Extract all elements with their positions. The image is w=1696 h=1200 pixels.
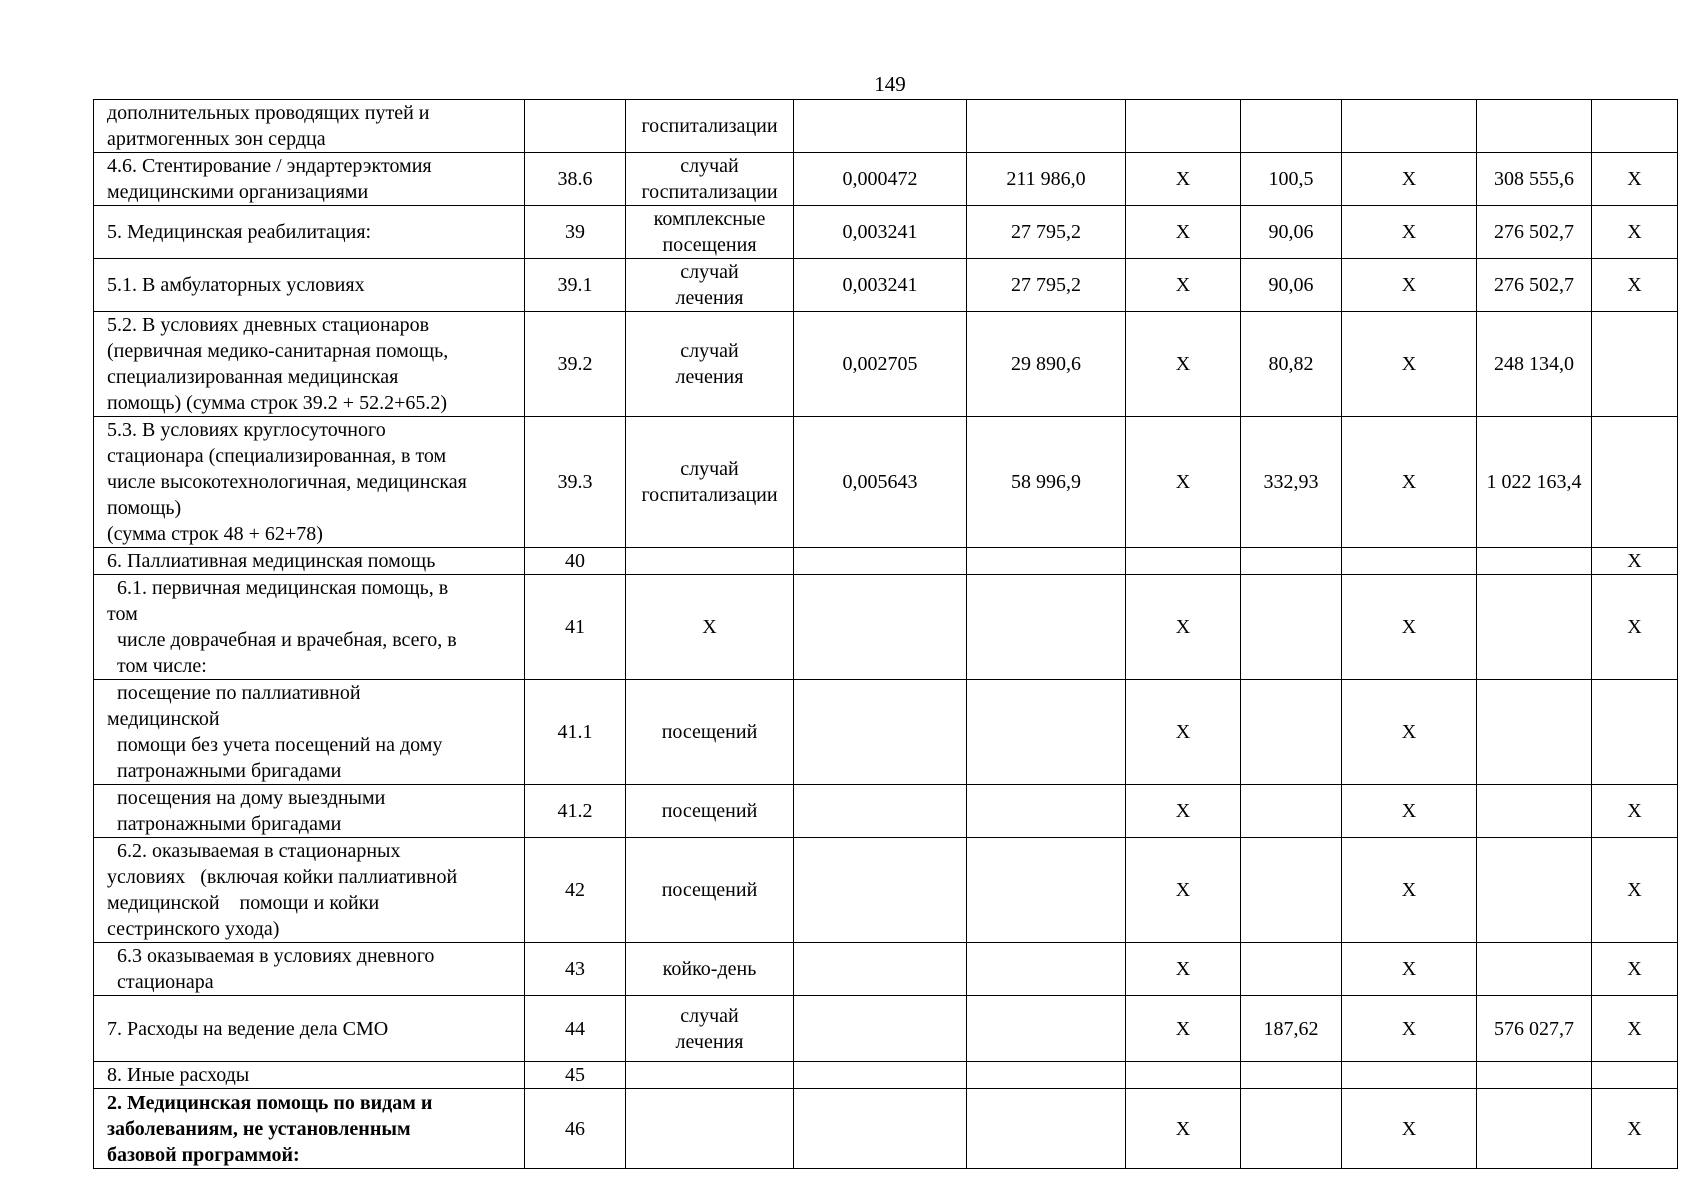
line-number-cell: 45	[525, 1062, 626, 1089]
table-row	[94, 680, 1678, 785]
line-number-cell: 41.1	[525, 680, 626, 785]
column-8-cell	[1342, 100, 1477, 153]
total-cost-cell	[1477, 575, 1592, 680]
total-cost-cell	[1477, 548, 1592, 575]
row-name-cell: 7. Расходы на ведение дела СМО	[94, 996, 525, 1062]
unit-cell	[626, 548, 794, 575]
table-row	[94, 1089, 1678, 1169]
cost-norm-cell	[967, 575, 1126, 680]
column-6-cell: X	[1126, 575, 1241, 680]
volume-norm-cell	[794, 1089, 967, 1169]
total-cost-cell: 248 134,0	[1477, 312, 1592, 417]
line-number-cell: 43	[525, 943, 626, 996]
per-capita-cell	[1241, 1062, 1342, 1089]
total-cost-cell: 276 502,7	[1477, 206, 1592, 259]
column-8-cell	[1342, 1062, 1477, 1089]
cost-norm-cell	[967, 680, 1126, 785]
column-10-cell: X	[1592, 206, 1678, 259]
total-cost-cell: 1 022 163,4	[1477, 417, 1592, 548]
row-name-cell: 5.1. В амбулаторных условиях	[94, 259, 525, 312]
total-cost-cell	[1477, 1089, 1592, 1169]
volume-norm-cell	[794, 838, 967, 943]
unit-cell: случай госпитализации	[626, 153, 794, 206]
column-8-cell: X	[1342, 259, 1477, 312]
column-8-cell: X	[1342, 417, 1477, 548]
row-name-cell: 5.3. В условиях круглосуточного стационара (специализированная, в том числе высокотехнологичная, медицинская помощь) (сумма строк 48 + 62+78)	[94, 417, 525, 548]
per-capita-cell: 90,06	[1241, 259, 1342, 312]
unit-cell: случай лечения	[626, 312, 794, 417]
line-number-cell: 39.1	[525, 259, 626, 312]
column-8-cell: X	[1342, 680, 1477, 785]
financial-norms-table	[93, 99, 1678, 1169]
per-capita-cell	[1241, 575, 1342, 680]
row-name-cell: 4.6. Стентирование / эндартерэктомия медицинскими организациями	[94, 153, 525, 206]
column-6-cell	[1126, 100, 1241, 153]
column-8-cell: X	[1342, 206, 1477, 259]
row-name-cell: посещение по паллиативной медицинской помощи без учета посещений на дому патронажными бригадами	[94, 680, 525, 785]
cost-norm-cell: 27 795,2	[967, 206, 1126, 259]
row-name-cell: 6.3 оказываемая в условиях дневного стационара	[94, 943, 525, 996]
total-cost-cell	[1477, 1062, 1592, 1089]
total-cost-cell: 276 502,7	[1477, 259, 1592, 312]
table-row	[94, 417, 1678, 548]
unit-cell: посещений	[626, 838, 794, 943]
line-number-cell	[525, 100, 626, 153]
volume-norm-cell: 0,003241	[794, 206, 967, 259]
volume-norm-cell	[794, 996, 967, 1062]
column-10-cell: X	[1592, 259, 1678, 312]
cost-norm-cell	[967, 943, 1126, 996]
unit-cell: случай лечения	[626, 996, 794, 1062]
column-10-cell: X	[1592, 838, 1678, 943]
volume-norm-cell	[794, 943, 967, 996]
cost-norm-cell	[967, 996, 1126, 1062]
column-10-cell: X	[1592, 548, 1678, 575]
column-10-cell	[1592, 312, 1678, 417]
column-10-cell: X	[1592, 1089, 1678, 1169]
per-capita-cell	[1241, 785, 1342, 838]
cost-norm-cell	[967, 548, 1126, 575]
unit-cell: посещений	[626, 785, 794, 838]
unit-cell: случай госпитализации	[626, 417, 794, 548]
line-number-cell: 38.6	[525, 153, 626, 206]
line-number-cell: 39.2	[525, 312, 626, 417]
column-10-cell: X	[1592, 575, 1678, 680]
table-body	[94, 100, 1678, 1169]
volume-norm-cell: 0,000472	[794, 153, 967, 206]
cost-norm-cell: 58 996,9	[967, 417, 1126, 548]
row-name-cell: 8. Иные расходы	[94, 1062, 525, 1089]
per-capita-cell: 100,5	[1241, 153, 1342, 206]
unit-cell	[626, 1062, 794, 1089]
line-number-cell: 40	[525, 548, 626, 575]
column-10-cell: X	[1592, 996, 1678, 1062]
unit-cell: койко-день	[626, 943, 794, 996]
row-name-cell: 6.1. первичная медицинская помощь, в том числе доврачебная и врачебная, всего, в том числе:	[94, 575, 525, 680]
column-8-cell: X	[1342, 943, 1477, 996]
column-8-cell: X	[1342, 838, 1477, 943]
volume-norm-cell	[794, 1062, 967, 1089]
total-cost-cell: 308 555,6	[1477, 153, 1592, 206]
column-6-cell	[1126, 548, 1241, 575]
row-name-cell: 2. Медицинская помощь по видам и заболеваниям, не установленным базовой программой:	[94, 1089, 525, 1169]
per-capita-cell: 332,93	[1241, 417, 1342, 548]
column-10-cell: X	[1592, 153, 1678, 206]
column-6-cell: X	[1126, 1089, 1241, 1169]
column-8-cell: X	[1342, 785, 1477, 838]
line-number-cell: 39	[525, 206, 626, 259]
column-10-cell	[1592, 1062, 1678, 1089]
volume-norm-cell	[794, 548, 967, 575]
column-8-cell	[1342, 548, 1477, 575]
unit-cell: X	[626, 575, 794, 680]
table-row	[94, 575, 1678, 680]
line-number-cell: 46	[525, 1089, 626, 1169]
per-capita-cell: 90,06	[1241, 206, 1342, 259]
total-cost-cell	[1477, 785, 1592, 838]
column-8-cell: X	[1342, 575, 1477, 680]
column-6-cell: X	[1126, 943, 1241, 996]
column-8-cell: X	[1342, 1089, 1477, 1169]
column-6-cell: X	[1126, 153, 1241, 206]
volume-norm-cell	[794, 785, 967, 838]
row-name-cell: 5.2. В условиях дневных стационаров (первичная медико-санитарная помощь, специализированная медицинская помощь) (сумма строк 39.2 + 52.2+65.2)	[94, 312, 525, 417]
cost-norm-cell	[967, 785, 1126, 838]
line-number-cell: 41.2	[525, 785, 626, 838]
cost-norm-cell	[967, 1062, 1126, 1089]
volume-norm-cell	[794, 100, 967, 153]
line-number-cell: 42	[525, 838, 626, 943]
cost-norm-cell	[967, 838, 1126, 943]
column-10-cell	[1592, 100, 1678, 153]
per-capita-cell: 187,62	[1241, 996, 1342, 1062]
column-10-cell: X	[1592, 943, 1678, 996]
table-row	[94, 785, 1678, 838]
total-cost-cell: 576 027,7	[1477, 996, 1592, 1062]
table-row	[94, 259, 1678, 312]
column-6-cell: X	[1126, 785, 1241, 838]
cost-norm-cell: 211 986,0	[967, 153, 1126, 206]
per-capita-cell	[1241, 838, 1342, 943]
total-cost-cell	[1477, 680, 1592, 785]
volume-norm-cell: 0,002705	[794, 312, 967, 417]
table-row	[94, 153, 1678, 206]
column-6-cell: X	[1126, 680, 1241, 785]
per-capita-cell	[1241, 548, 1342, 575]
column-6-cell: X	[1126, 417, 1241, 548]
column-6-cell	[1126, 1062, 1241, 1089]
cost-norm-cell: 29 890,6	[967, 312, 1126, 417]
column-10-cell	[1592, 680, 1678, 785]
total-cost-cell	[1477, 943, 1592, 996]
column-8-cell: X	[1342, 153, 1477, 206]
row-name-cell: 6.2. оказываемая в стационарных условиях (включая койки паллиативной медицинской помощи и койки сестринского ухода)	[94, 838, 525, 943]
column-6-cell: X	[1126, 838, 1241, 943]
table-row	[94, 100, 1678, 153]
column-8-cell: X	[1342, 312, 1477, 417]
cost-norm-cell	[967, 100, 1126, 153]
row-name-cell: 5. Медицинская реабилитация:	[94, 206, 525, 259]
table-row	[94, 996, 1678, 1062]
cost-norm-cell: 27 795,2	[967, 259, 1126, 312]
per-capita-cell	[1241, 100, 1342, 153]
per-capita-cell: 80,82	[1241, 312, 1342, 417]
page-number: 149	[874, 72, 906, 96]
unit-cell: посещений	[626, 680, 794, 785]
row-name-cell: 6. Паллиативная медицинская помощь	[94, 548, 525, 575]
volume-norm-cell	[794, 575, 967, 680]
unit-cell: случай лечения	[626, 259, 794, 312]
total-cost-cell	[1477, 838, 1592, 943]
total-cost-cell	[1477, 100, 1592, 153]
column-8-cell: X	[1342, 996, 1477, 1062]
volume-norm-cell	[794, 680, 967, 785]
line-number-cell: 44	[525, 996, 626, 1062]
volume-norm-cell: 0,003241	[794, 259, 967, 312]
column-6-cell: X	[1126, 996, 1241, 1062]
column-10-cell: X	[1592, 785, 1678, 838]
column-6-cell: X	[1126, 312, 1241, 417]
table-row	[94, 838, 1678, 943]
column-6-cell: X	[1126, 259, 1241, 312]
table-row	[94, 548, 1678, 575]
per-capita-cell	[1241, 680, 1342, 785]
row-name-cell: посещения на дому выездными патронажными бригадами	[94, 785, 525, 838]
per-capita-cell	[1241, 1089, 1342, 1169]
unit-cell	[626, 1089, 794, 1169]
line-number-cell: 41	[525, 575, 626, 680]
column-6-cell: X	[1126, 206, 1241, 259]
unit-cell: госпитализации	[626, 100, 794, 153]
table-row	[94, 312, 1678, 417]
per-capita-cell	[1241, 943, 1342, 996]
table-row	[94, 206, 1678, 259]
line-number-cell: 39.3	[525, 417, 626, 548]
table-row	[94, 943, 1678, 996]
unit-cell: комплексные посещения	[626, 206, 794, 259]
volume-norm-cell: 0,005643	[794, 417, 967, 548]
row-name-cell: дополнительных проводящих путей и аритмогенных зон сердца	[94, 100, 525, 153]
column-10-cell	[1592, 417, 1678, 548]
table-row	[94, 1062, 1678, 1089]
cost-norm-cell	[967, 1089, 1126, 1169]
